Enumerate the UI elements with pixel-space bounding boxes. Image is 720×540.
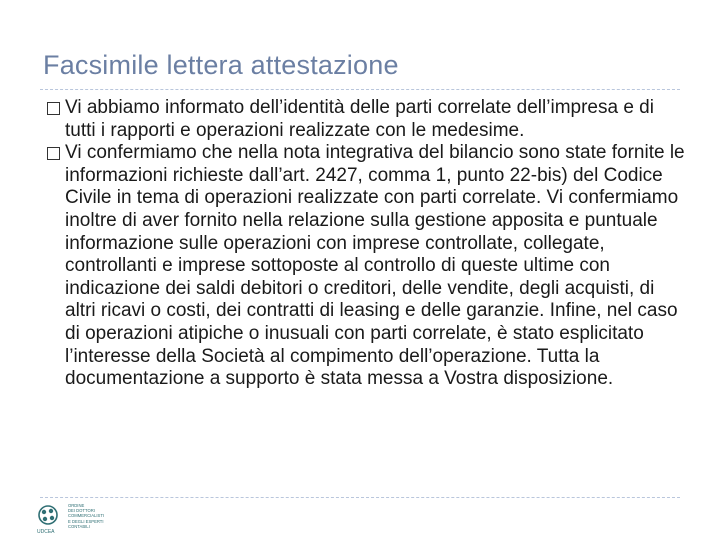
logo-text-line: ORDINE bbox=[68, 503, 85, 508]
bullet-text: Vi confermiamo che nella nota integrativa del bilancio sono state fornite le informazioni richieste dall’art. 2427, comma 1, punto 22-bis) del Codice Civile in tema di operazioni realizzate con parti correlate. Vi confermiamo inoltre di aver fornito nella relazione sulla gestione apposita e puntuale informazione sulle operazioni con imprese controllate, collegate, controllanti e imprese sottoposte al controllo di queste ultime con indicazione dei saldi debitori o creditori, delle vendite, degli acquisti, di altri ricavi o costi, dei contratti di leasing e delle garanzie. Infine, nel caso di operazioni atipiche o inusuali con parti correlate, è stato esplicitato l’interesse della Società al compimento dell’operazione. Tutta la documentazione a supporto è stata messa a Vostra disposizione. bbox=[65, 142, 685, 390]
title-divider bbox=[40, 89, 680, 90]
bullet-item bbox=[46, 142, 686, 391]
bullet-list bbox=[46, 97, 686, 391]
slide-title: Facsimile lettera attestazione bbox=[43, 50, 399, 80]
logo-text-line: DEI DOTTORI bbox=[68, 508, 95, 514]
checkbox-bullet-icon bbox=[47, 102, 60, 115]
logo-text bbox=[68, 503, 110, 529]
bullet-text: Vi abbiamo informato dell’identità delle parti correlate dell’impresa e di tutti i rapporti e operazioni realizzate con le medesime. bbox=[65, 97, 654, 141]
footer-divider bbox=[40, 497, 680, 498]
checkbox-bullet-icon bbox=[47, 147, 60, 160]
logo-caption: UDCEA bbox=[37, 529, 55, 535]
logo-text-line: CONTABILI bbox=[68, 523, 90, 529]
logo-text-line: E DEGLI ESPERTI bbox=[68, 518, 104, 524]
bullet-item bbox=[46, 97, 686, 142]
logo-text-line: COMMERCIALISTI bbox=[68, 513, 105, 519]
